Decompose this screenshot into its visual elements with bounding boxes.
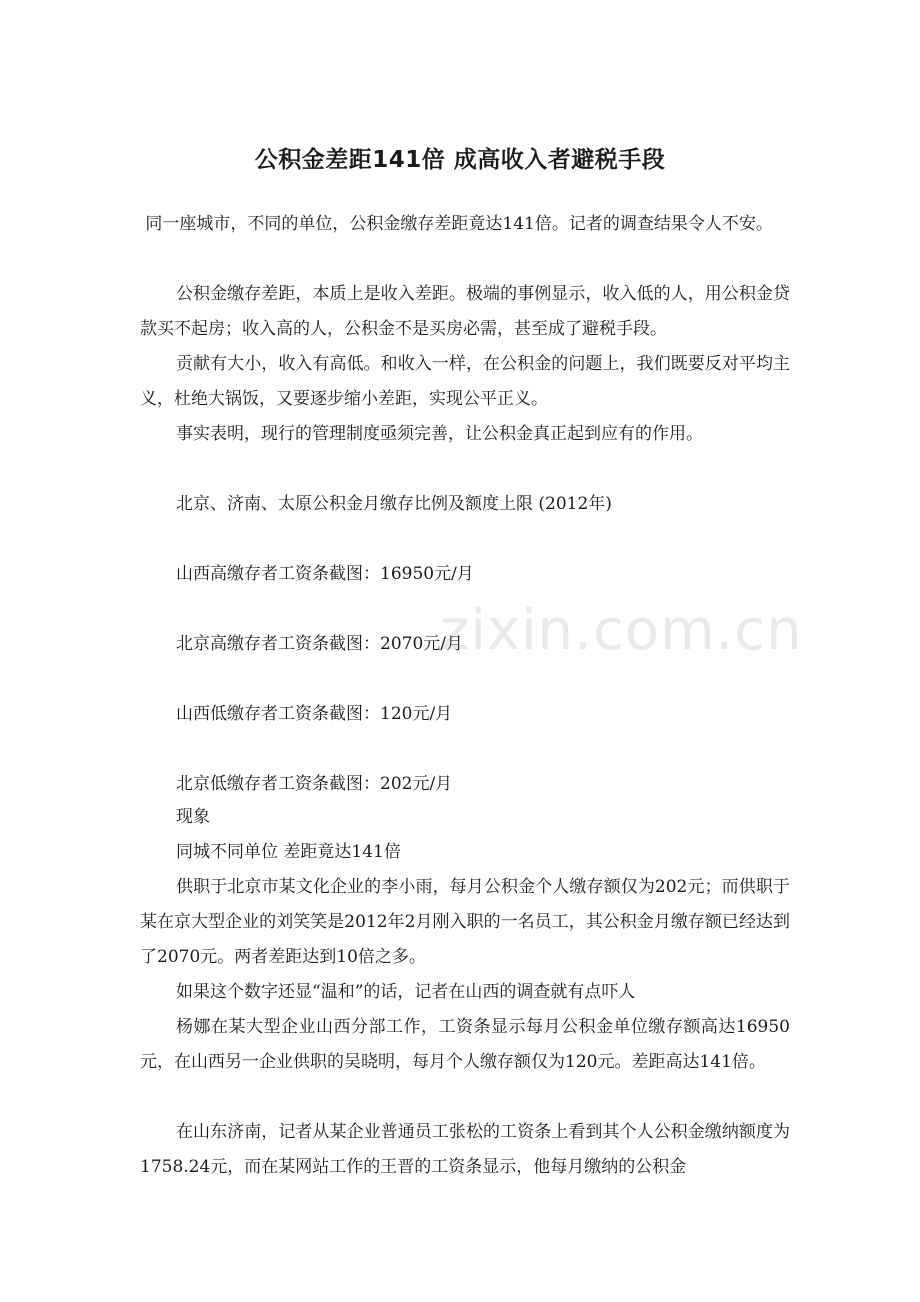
article-title: 公积金差距141倍 成高收入者避税手段 (254, 147, 666, 173)
image-caption-shanxi-high: 山西高缴存者工资条截图：16950元/月 (176, 564, 474, 584)
image-caption-table: 北京、济南、太原公积金月缴存比例及额度上限 (2012年) (176, 494, 612, 514)
paragraph-beijing-case: 供职于北京市某文化企业的李小雨，每月公积金个人缴存额仅为202元；而供职于某在京大型企业的刘笑笑是2012年2月刚入职的一名员工，其公积金月缴存额已经达到了2070元。两者差距达到10倍之多。 (140, 877, 790, 967)
section-heading: 现象 (176, 807, 210, 827)
paragraph-jinan-case: 在山东济南，记者从某企业普通员工张松的工资条上看到其个人公积金缴纳额度为1758.24元，而在某网站工作的王晋的工资条显示，他每月缴纳的公积金 (140, 1122, 790, 1177)
image-caption-beijing-high: 北京高缴存者工资条截图：2070元/月 (176, 634, 463, 654)
image-caption-beijing-low: 北京低缴存者工资条截图：202元/月 (176, 774, 453, 794)
watermark: zixin.com.cn (440, 598, 803, 663)
paragraph-transition: 如果这个数字还显“温和”的话，记者在山西的调查就有点吓人 (176, 982, 636, 1002)
paragraph-intro: 同一座城市，不同的单位，公积金缴存差距竟达141倍。记者的调查结果令人不安。 (140, 214, 773, 234)
image-caption-shanxi-low: 山西低缴存者工资条截图：120元/月 (176, 704, 453, 724)
paragraph-income-gap: 公积金缴存差距，本质上是收入差距。极端的事例显示，收入低的人，用公积金贷款买不起房；收入高的人，公积金不是买房必需，甚至成了避税手段。 (140, 284, 790, 339)
section-subheading: 同城不同单位 差距竟达141倍 (176, 842, 401, 862)
paragraph-reform: 事实表明，现行的管理制度亟须完善，让公积金真正起到应有的作用。 (176, 424, 703, 444)
paragraph-shanxi-case: 杨娜在某大型企业山西分部工作，工资条显示每月公积金单位缴存额高达16950元，在山西另一企业供职的吴晓明，每月个人缴存额仅为120元。差距高达141倍。 (140, 1017, 790, 1072)
paragraph-fairness: 贡献有大小，收入有高低。和收入一样，在公积金的问题上，我们既要反对平均主义，杜绝大锅饭，又要逐步缩小差距，实现公平正义。 (140, 354, 790, 409)
